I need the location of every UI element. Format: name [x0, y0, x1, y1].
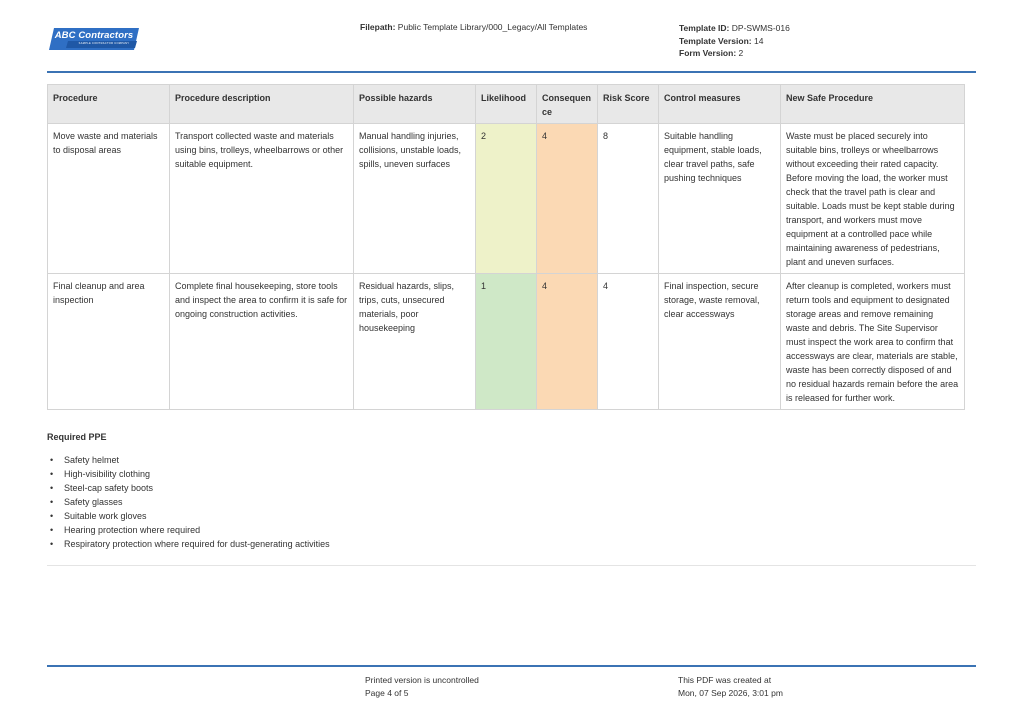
- cell-procedure: Move waste and materials to disposal areas: [48, 124, 170, 274]
- template-version-value: 14: [753, 35, 764, 46]
- cell-controls: Final inspection, secure storage, waste removal, clear accessways: [659, 274, 781, 410]
- header-divider: [47, 71, 976, 73]
- list-item: • Steel-cap safety boots: [64, 481, 330, 495]
- created-label: This PDF was created at: [678, 675, 772, 685]
- column-header-risk-score: Risk Score: [598, 85, 659, 124]
- column-header-description: Procedure description: [170, 85, 354, 124]
- template-meta: [679, 22, 790, 60]
- footer-left: [365, 674, 479, 700]
- table-header-row: [48, 85, 965, 124]
- cell-controls: Suitable handling equipment, stable loads, clear travel paths, safe pushing techniques: [659, 124, 781, 274]
- list-item: • Hearing protection where required: [64, 523, 330, 537]
- cell-risk-score: 4: [598, 274, 659, 410]
- filepath: [360, 22, 587, 32]
- column-header-procedure: Procedure: [48, 85, 170, 124]
- footer-divider: [47, 665, 976, 667]
- logo-text: ABC Contractors: [54, 30, 134, 41]
- cell-consequence: 4: [537, 124, 598, 274]
- list-item: • Safety helmet: [64, 453, 330, 467]
- cell-risk-score: 8: [598, 124, 659, 274]
- cell-consequence: 4: [537, 274, 598, 410]
- form-version-label: Form Version:: [679, 48, 737, 58]
- list-item: • Suitable work gloves: [64, 509, 330, 523]
- footer-right: [678, 674, 783, 700]
- cell-hazards: Residual hazards, slips, trips, cuts, unsecured materials, poor housekeeping: [354, 274, 476, 410]
- section-divider: [47, 565, 976, 566]
- filepath-value: Public Template Library/000_Legacy/All Templates: [397, 22, 588, 32]
- cell-new-procedure: After cleanup is completed, workers must return tools and equipment to designated storage areas and remove remaining waste and debris. The Site Supervisor must inspect the work area to confirm that accessways are clear, materials are stable, waste has been correctly disposed of and no residual hazards remain before the area is released for further work.: [781, 274, 965, 410]
- list-item: • Safety glasses: [64, 495, 330, 509]
- template-id-label: Template ID:: [679, 23, 730, 33]
- template-version: [679, 35, 790, 48]
- form-version: [679, 47, 790, 60]
- template-version-label: Template Version:: [679, 35, 752, 46]
- created-timestamp: Mon, 07 Sep 2026, 3:01 pm: [678, 688, 783, 698]
- list-item: • Respiratory protection where required for dust-generating activities: [64, 537, 330, 551]
- table-row: [48, 274, 965, 410]
- cell-procedure: Final cleanup and area inspection: [48, 274, 170, 410]
- cell-description: Complete final housekeeping, store tools and inspect the area to confirm it is safe for ongoing construction activities.: [170, 274, 354, 410]
- column-header-likelihood: Likelihood: [476, 85, 537, 124]
- logo-subtext: SAMPLE CONTRACTOR COMPANY: [78, 42, 130, 45]
- table-row: [48, 124, 965, 274]
- ppe-heading: Required PPE: [47, 432, 107, 442]
- cell-likelihood: 1: [476, 274, 537, 410]
- ppe-list: [64, 453, 330, 551]
- swms-table: [47, 84, 965, 410]
- list-item: • High-visibility clothing: [64, 467, 330, 481]
- cell-likelihood: 2: [476, 124, 537, 274]
- column-header-new-procedure: New Safe Procedure: [781, 85, 965, 124]
- cell-new-procedure: Waste must be placed securely into suitable bins, trolleys or wheelbarrows without exceeding their rated capacity. Before moving the load, the worker must check that the travel path is clear and suitable. Loads must be kept stable during transport, and workers must move equipment at a controlled pace while maintaining awareness of pedestrians, plant and uneven surfaces.: [781, 124, 965, 274]
- column-header-controls: Control measures: [659, 85, 781, 124]
- template-id: [679, 22, 790, 35]
- form-version-value: 2: [738, 48, 744, 58]
- cell-description: Transport collected waste and materials using bins, trolleys, wheelbarrows or other suitable equipment.: [170, 124, 354, 274]
- page-number: Page 4 of 5: [365, 688, 409, 698]
- column-header-consequence: Consequen ce: [537, 85, 598, 124]
- uncontrolled-notice: Printed version is uncontrolled: [365, 675, 479, 685]
- template-id-value: DP-SWMS-016: [731, 23, 790, 33]
- company-logo: [48, 26, 140, 52]
- filepath-label: Filepath:: [360, 22, 396, 32]
- cell-hazards: Manual handling injuries, collisions, unstable loads, spills, uneven surfaces: [354, 124, 476, 274]
- column-header-hazards: Possible hazards: [354, 85, 476, 124]
